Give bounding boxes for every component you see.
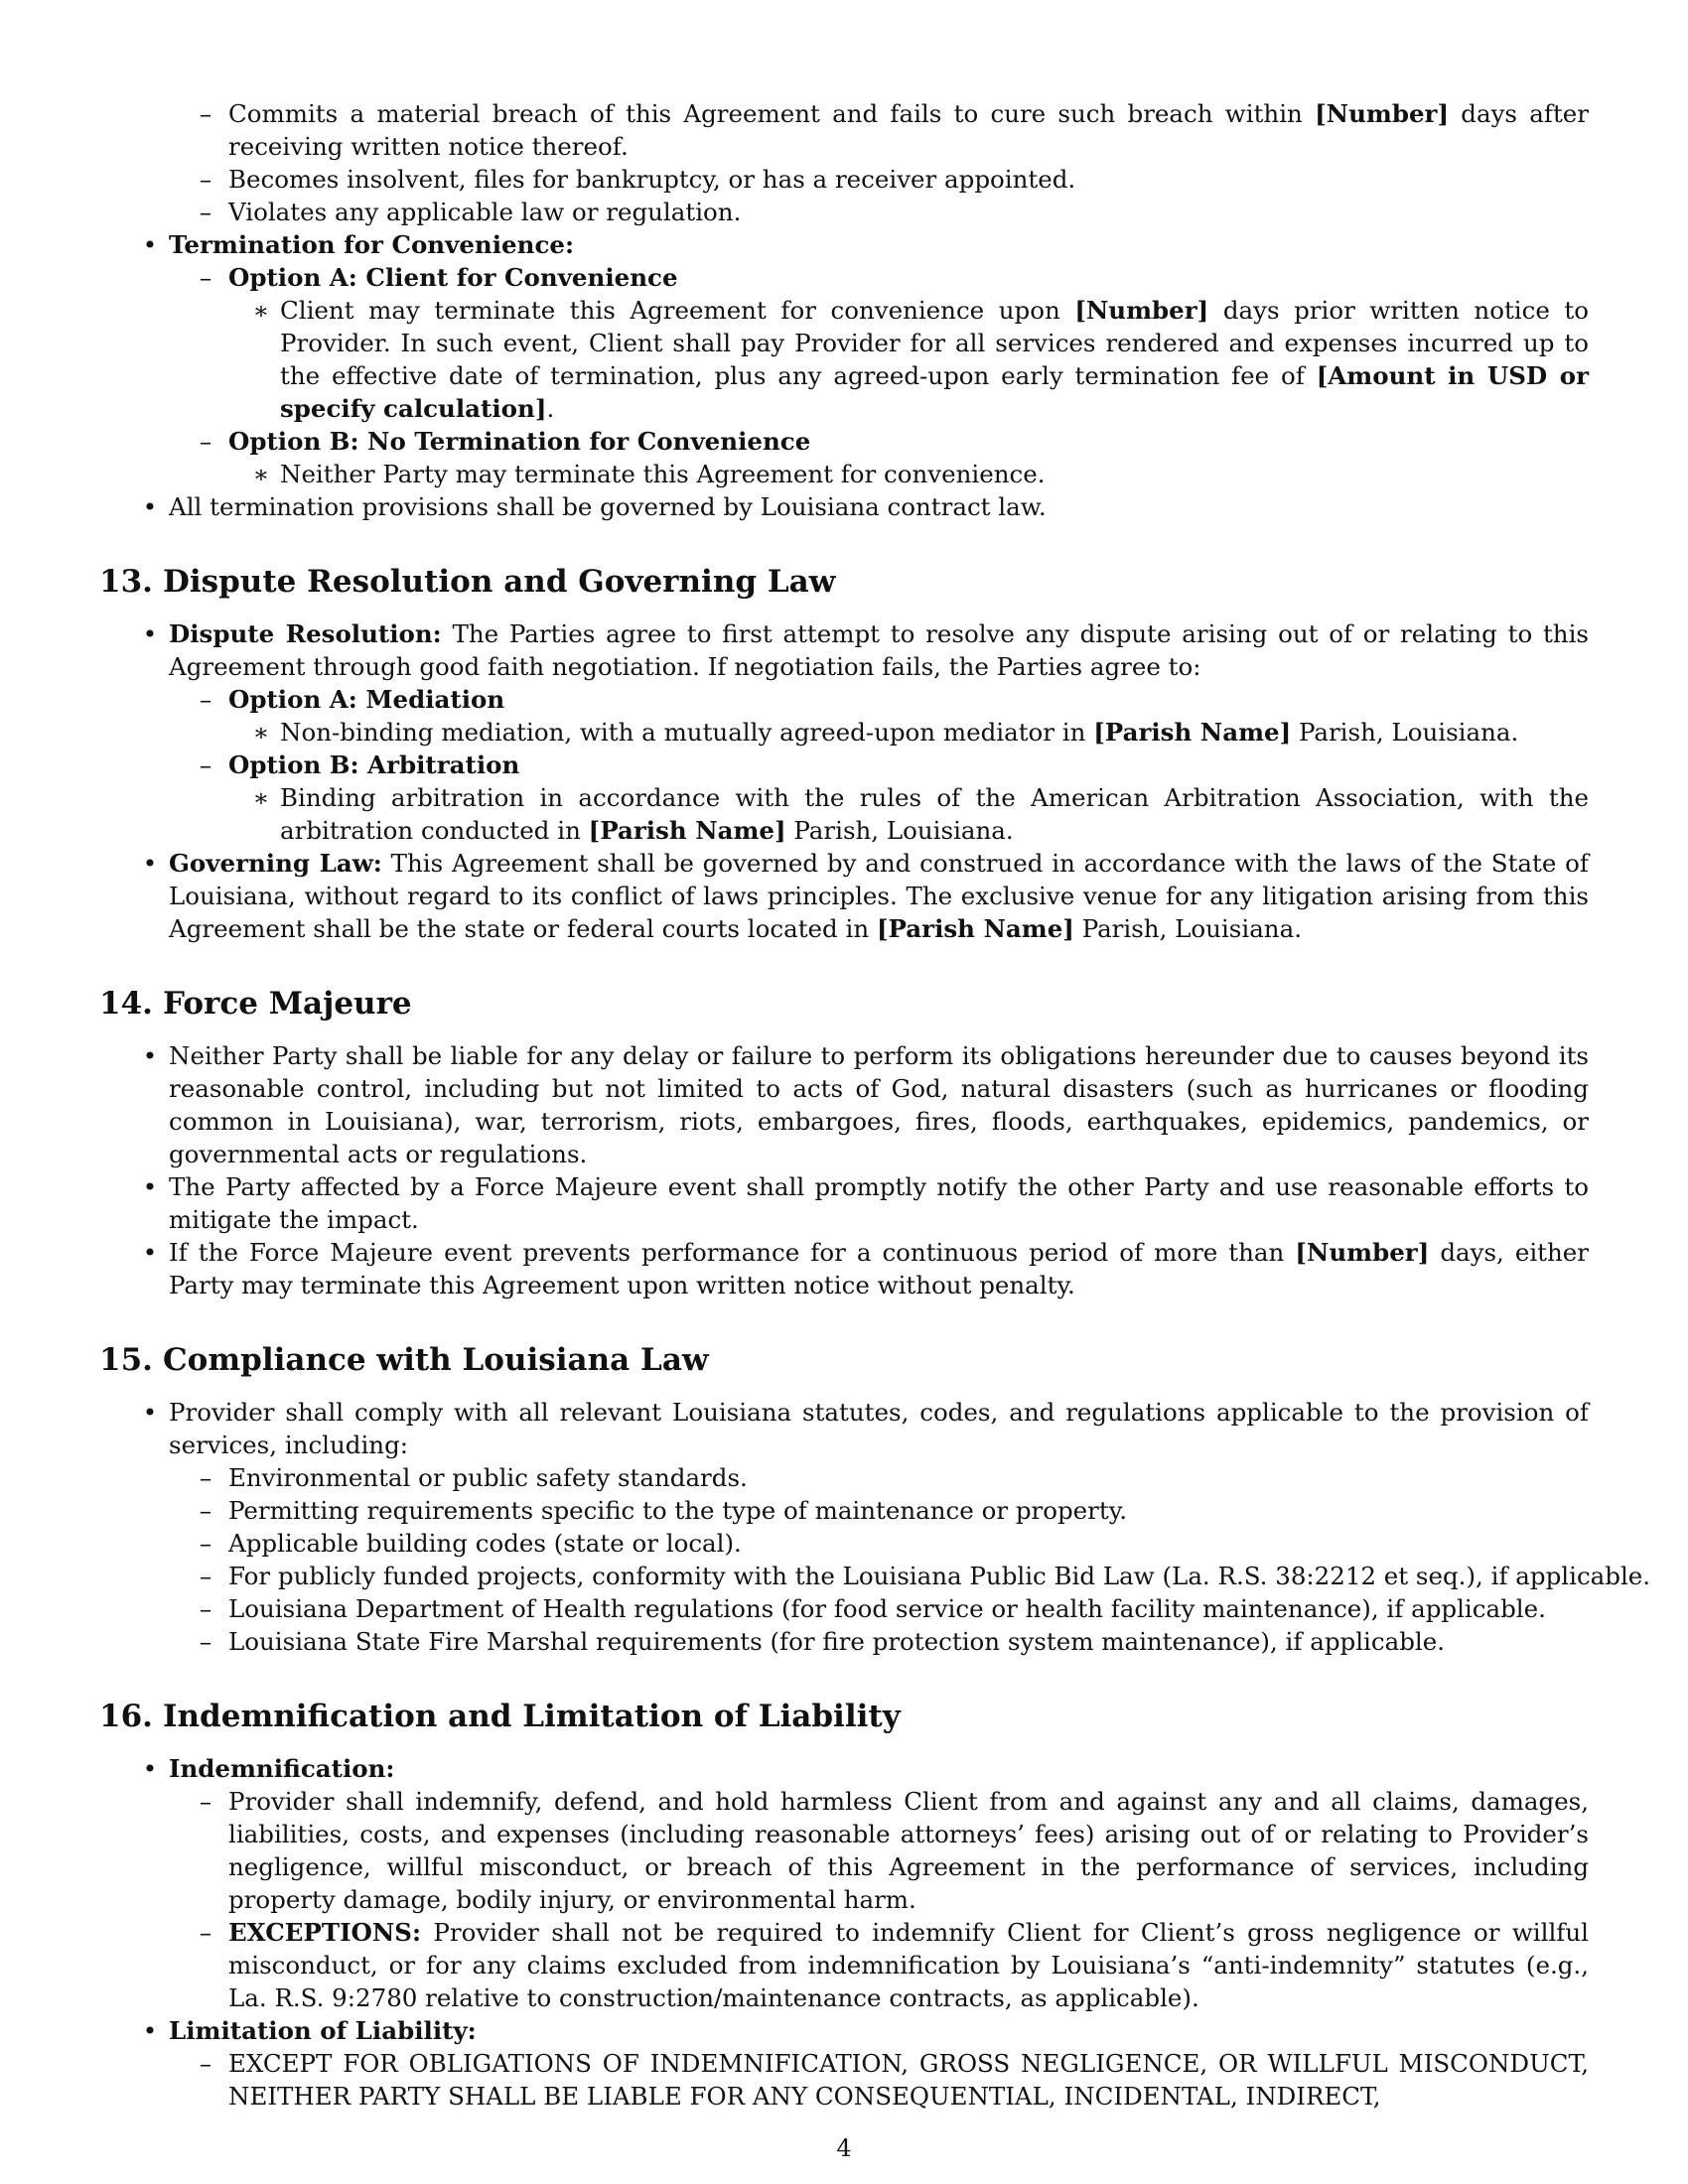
- arbitration-heading: – Option B: Arbitration: [199, 751, 520, 779]
- mediation-text: ∗ Non-binding mediation, with a mutually agreed-upon mediator in [Parish Name] Parish, Louisiana.: [252, 718, 1519, 747]
- indemnification-item: • Indemnification:: [142, 1754, 395, 1783]
- force-majeure-item-1: • Neither Party shall be liable for any delay or failure to perform its obligations hereunder due to causes beyond its reasonable control, including but not limited to acts of God, natural disasters (such as hurricanes or flooding common in Louisiana), war, terrorism, riots, embargoes, fires, floods, earthquakes, epidemics, pandemics, or governmental acts or regulations.: [142, 1041, 1589, 1168]
- option-b-heading: – Option B: No Termination for Convenience: [199, 427, 811, 456]
- breach-item: – Commits a material breach of this Agreement and fails to cure such breach within [Number] days after receiving written notice thereof.: [199, 99, 1589, 161]
- indemnification-text: – Provider shall indemnify, defend, and hold harmless Client from and against any and all claims, damages, liabilities, costs, and expenses (including reasonable attorneys’ fees) arising out of or relating to Provider’s negligence, willful misconduct, or breach of this Agreement in the performance of services, including property damage, bodily injury, or environmental harm.: [199, 1787, 1589, 1914]
- governing-law-item: • Governing Law: This Agreement shall be governed by and construed in accordance with the laws of the State of Louisiana, without regard to its conflict of laws principles. The exclusive venue for any litigation arising from this Agreement shall be the state or federal courts located in [Parish Name] Parish, Louisiana.: [142, 849, 1589, 943]
- limitation-text: – EXCEPT FOR OBLIGATIONS OF INDEMNIFICATION, GROSS NEGLIGENCE, OR WILLFUL MISCONDUCT, NEITHER PARTY SHALL BE LIABLE FOR ANY CONSEQUENTIAL, INCIDENTAL, INDIRECT,: [199, 2049, 1589, 2111]
- termination-law-item: • All termination provisions shall be governed by Louisiana contract law.: [142, 492, 1047, 521]
- violation-item: – Violates any applicable law or regulation.: [199, 198, 742, 226]
- option-b-text: ∗ Neither Party may terminate this Agreement for convenience.: [252, 460, 1046, 488]
- force-majeure-item-2: • The Party affected by a Force Majeure event shall promptly notify the other Party and use reasonable efforts to mitigate the impact.: [142, 1172, 1589, 1234]
- option-a-heading: – Option A: Client for Convenience: [199, 263, 678, 292]
- dispute-resolution-item: • Dispute Resolution: The Parties agree to first attempt to resolve any dispute arising out of or relating to this Agreement through good faith negotiation. If negotiation fails, the Parties agree to:: [142, 619, 1589, 681]
- section-14-heading: 14. Force Majeure: [99, 986, 412, 1022]
- section-16-heading: 16. Indemnification and Limitation of Liability: [99, 1699, 901, 1734]
- compliance-item: – Louisiana Department of Health regulations (for food service or health facility maintenance), if applicable.: [199, 1594, 1546, 1623]
- compliance-intro-item: • Provider shall comply with all relevant Louisiana statutes, codes, and regulations applicable to the provision of services, including:: [142, 1398, 1589, 1459]
- compliance-item: – For publicly funded projects, conformity with the Louisiana Public Bid Law (La. R.S. 38:2212 et seq.), if applicable.: [199, 1562, 1651, 1590]
- page-number: 4: [836, 2134, 852, 2162]
- section-15-heading: 15. Compliance with Louisiana Law: [99, 1342, 709, 1378]
- exceptions-text: – EXCEPTIONS: Provider shall not be required to indemnify Client for Client’s gross negligence or willful misconduct, or for any claims excluded from indemnification by Louisiana’s “anti-indemnity” statutes (e.g., La. R.S. 9:2780 relative to construction/maintenance contracts, as applicable).: [199, 1918, 1589, 2012]
- compliance-item: – Applicable building codes (state or local).: [199, 1529, 742, 1558]
- compliance-item: – Permitting requirements specific to the type of maintenance or property.: [199, 1496, 1128, 1525]
- insolvency-item: – Becomes insolvent, files for bankruptcy, or has a receiver appointed.: [199, 165, 1076, 194]
- termination-convenience-item: • Termination for Convenience:: [142, 230, 575, 259]
- mediation-heading: – Option A: Mediation: [199, 685, 505, 714]
- limitation-item: • Limitation of Liability:: [142, 2016, 477, 2045]
- option-a-text: ∗ Client may terminate this Agreement for convenience upon [Number] days prior written notice to Provider. In such event, Client shall pay Provider for all services rendered and expenses incurred up to the effective date of termination, plus any agreed-upon early termination fee of [Amount in USD or specify calculation].: [252, 296, 1590, 423]
- force-majeure-item-3: • If the Force Majeure event prevents performance for a continuous period of more than [Number] days, either Party may terminate this Agreement upon written notice without penalty.: [142, 1238, 1589, 1299]
- compliance-item: – Louisiana State Fire Marshal requirements (for fire protection system maintenance), if applicable.: [199, 1627, 1446, 1656]
- arbitration-text: ∗ Binding arbitration in accordance with the rules of the American Arbitration Association, with the arbitration conducted in [Parish Name] Parish, Louisiana.: [252, 783, 1589, 845]
- compliance-item: – Environmental or public safety standards.: [199, 1463, 748, 1492]
- section-13-heading: 13. Dispute Resolution and Governing Law: [99, 564, 836, 600]
- document-page: [99, 97, 1651, 2113]
